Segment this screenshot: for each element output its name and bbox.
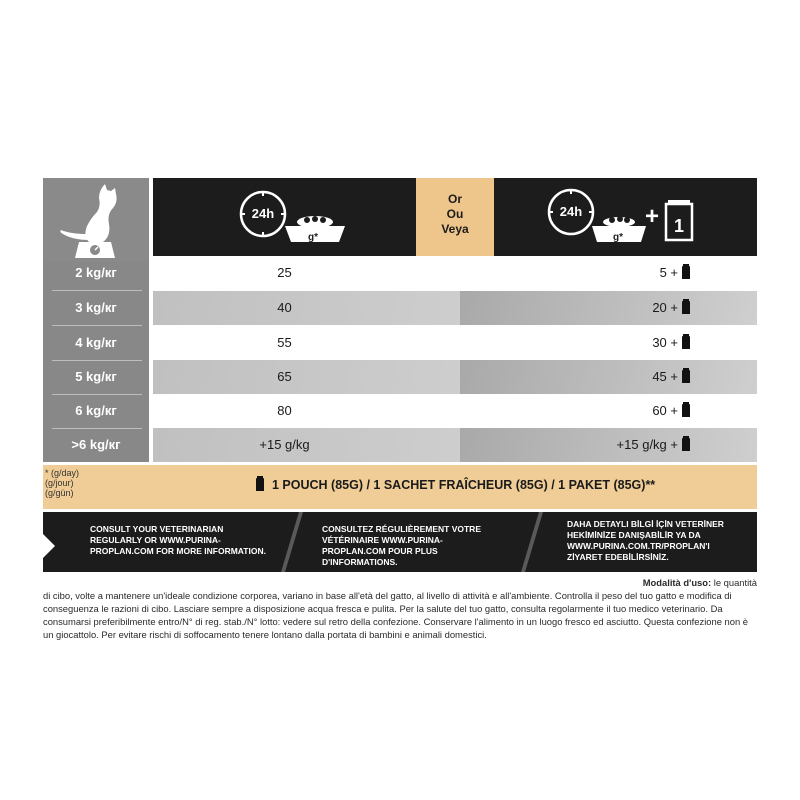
svg-text:24h: 24h (559, 204, 583, 219)
weight-label-3kg: 3 kg/кг (75, 300, 117, 315)
table-row-right (460, 394, 757, 428)
pouch-icon (682, 336, 690, 349)
or-word-en: Or (447, 192, 462, 206)
table-row-right (460, 256, 757, 290)
mixed-amount: 5 + (660, 256, 690, 290)
mixed-feeding-header (494, 178, 757, 262)
or-word-tr: Veya (441, 222, 469, 236)
svg-text:g*: g* (613, 232, 623, 243)
unit-footnote: * (g/day) (g/jour) (g/gün) (45, 468, 80, 498)
hours-label: 24h (251, 206, 275, 221)
table-row-right (460, 326, 757, 360)
pouch-icon (682, 370, 690, 383)
cat-on-scale-cell (43, 178, 149, 262)
clock-bowl-pouch-icon (494, 178, 757, 262)
mixed-amount: 45 + (652, 360, 690, 394)
usage-body: di cibo, volte a mantenere un'ideale condizione corporea, variano in base all'età del gatto, al livello di attività e all'ambiente. Controlla il peso del tuo gatto e modifica di conseguenza le razioni di cibo. Lasciare sempre a disposizione acqua fresca e pulita. Per la salute del tuo gatto, consulta regolarmente il tuo medico veterinario. Da consumarsi preferibilmente entro/N° di reg. stab./N° lotto: vedere sul retro della confezione. Conservare l'alimento in un luogo fresco ed asciutto. Questa confezione non è un giocattolo. Per evitare rischi di soffocamento tenere lontano dalla portata di bambini e animali domestici. (43, 590, 748, 640)
plus-sign: + (644, 203, 660, 230)
mixed-amount: 60 + (652, 394, 690, 428)
clock-bowl-icon (153, 178, 416, 262)
dry-amount: 65 (277, 369, 292, 384)
weight-label-6kg: 6 kg/кг (75, 403, 117, 418)
dry-food-header (153, 178, 416, 262)
usage-instructions: Modalità d'uso: le quantità di cibo, volte a mantenere un'ideale condizione corporea, variano in base all'età del gatto, al livello di attività e all'ambiente. Controlla il peso del tuo gatto e modifica di conseguenza le razioni di cibo. Lasciare sempre a disposizione acqua fresca e pulita. Per la salute del tuo gatto, consulta regolarmente il tuo medico veterinario. Da consumarsi preferibilmente entro/N° di reg. stab./N° lotto: vedere sul retro della confezione. Conservare l'alimento in un luogo fresco ed asciutto. Questa confezione non è un giocattolo. Per evitare rischi di soffocamento tenere lontano dalla portata di bambini e animali domestici. (43, 577, 757, 640)
weight-label-over-6kg: >6 kg/кг (71, 437, 121, 452)
consult-text-tr: DAHA DETAYLI BİLGİ İÇİN VETERİNER HEKİMİNİZE DANIŞABİLİR YA DA WWW.PURINA.COM.TR/PROPLAN'I ZİYARET EDEBİLİRSİNİZ. (567, 519, 724, 562)
mixed-amount: 20 + (652, 291, 690, 325)
table-row-right (460, 428, 757, 462)
usage-heading: Modalità d'uso: (642, 577, 712, 588)
pouch-icon (682, 266, 690, 279)
dry-amount: 40 (277, 300, 292, 315)
pouch-size-text: 1 POUCH (85G) / 1 SACHET FRAÎCHEUR (85G) / 1 PAKET (85G)** (256, 478, 655, 492)
dry-amount: 55 (277, 335, 292, 350)
weight-label-2kg: 2 kg/кг (75, 265, 117, 280)
weight-label-5kg: 5 kg/кг (75, 369, 117, 384)
table-row-right (460, 291, 757, 325)
weight-label-4kg: 4 kg/кг (75, 335, 117, 350)
pouch-icon (682, 404, 690, 417)
grams-label: g* (308, 232, 318, 243)
dry-amount: 25 (277, 265, 292, 280)
consult-text-en: CONSULT YOUR VETERINARIAN REGULARLY OR WWW.PURINA-PROPLAN.COM FOR MORE INFORMATION. (90, 524, 266, 556)
pouch-icon (256, 478, 264, 491)
cat-on-scale-icon (43, 178, 149, 262)
mixed-amount: +15 g/kg + (617, 428, 690, 462)
or-word-fr: Ou (446, 207, 464, 221)
pouch-icon (682, 301, 690, 314)
table-row-right (460, 360, 757, 394)
dry-amount: 80 (277, 403, 292, 418)
pouch-icon (682, 438, 690, 451)
dry-amount: +15 g/kg (259, 437, 310, 452)
mixed-amount: 30 + (652, 326, 690, 360)
pouch-count: 1 (673, 216, 685, 236)
consult-text-fr: CONSULTEZ RÉGULIÈREMENT VOTRE VÉTÉRINAIRE WWW.PURINA-PROPLAN.COM POUR PLUS D'INFORMATIONS. (322, 524, 481, 567)
